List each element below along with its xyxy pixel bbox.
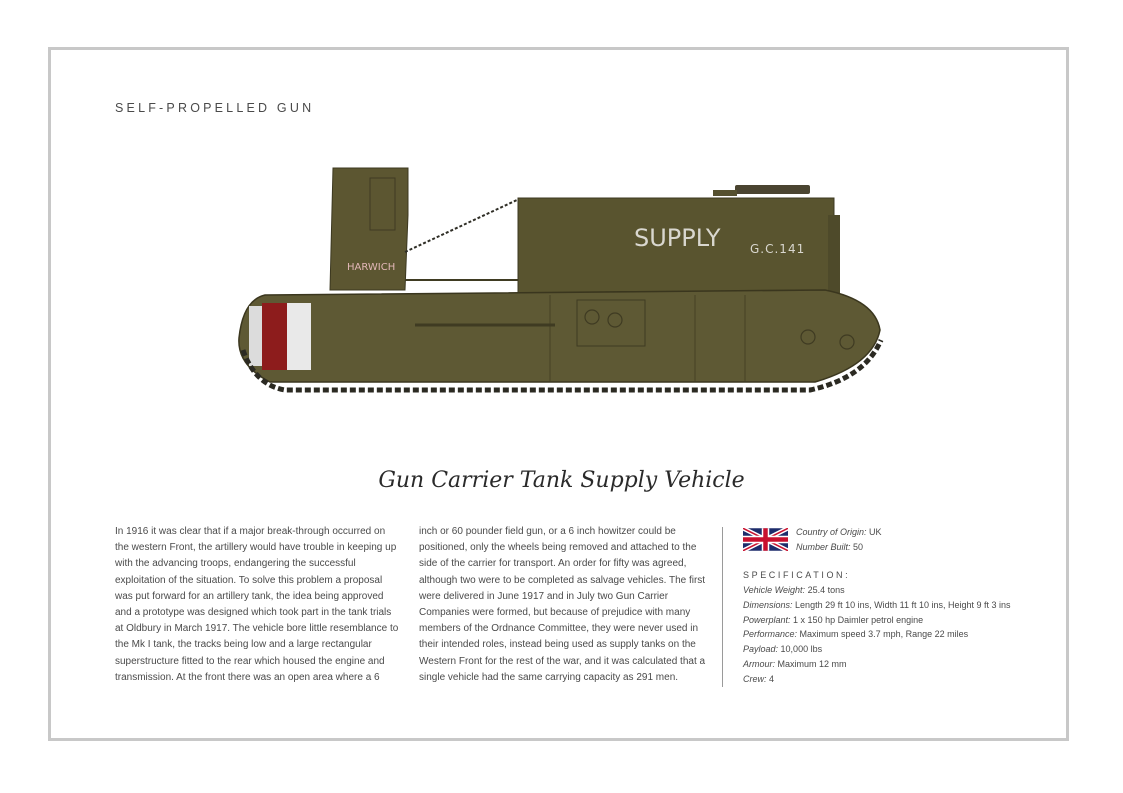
specification-heading: SPECIFICATION: [743, 570, 851, 580]
spec-value: 10,000 lbs [780, 644, 823, 655]
spec-row [743, 613, 1011, 628]
spec-value: Length 29 ft 10 ins, Width 11 ft 10 ins, Height 9 ft 3 ins [795, 599, 1011, 610]
body-column-1: In 1916 it was clear that if a major break-through occurred on the western Front, the artillery would have trouble in keeping up with the advancing troops, endangering the successful exploitation of the situation. To solve this problem a proposal was put forward for an artillery tank, the idea being approved and a prototype was designed which took part in the tank trials at Oldbury in March 1917. The vehicle bore little resemblance to the Mk I tank, the tracks being low and a large rectangular superstructure fitted to the rear which housed the engine and transmission. At the front there was an open area where a 6 [115, 526, 399, 683]
spec-label: Crew: [743, 673, 767, 684]
spec-value: Maximum speed 3.7 mph, Range 22 miles [799, 629, 969, 640]
spec-label: Payload: [743, 644, 779, 655]
spec-label: Armour: [743, 658, 776, 669]
spec-label: Vehicle Weight: [743, 585, 806, 595]
spec-label: Powerplant: [743, 614, 791, 625]
tank-illustration [225, 160, 895, 410]
spec-row [743, 627, 1011, 642]
spec-row [743, 657, 1011, 672]
specification-list [743, 583, 1011, 687]
chain [405, 200, 517, 252]
spec-row [743, 672, 1011, 687]
recognition-stripe-white [287, 303, 311, 370]
origin-info [796, 525, 882, 555]
page-title: Gun Carrier Tank Supply Vehicle [378, 468, 745, 493]
built-label: Number Built: [796, 542, 851, 552]
origin-value: UK [869, 527, 882, 537]
column-divider [722, 527, 723, 687]
exhaust-pipe [735, 185, 810, 194]
hull [239, 290, 880, 382]
built-value: 50 [853, 542, 864, 552]
category-label: SELF-PROPELLED GUN [115, 101, 315, 115]
spec-label: Performance: [743, 629, 798, 640]
spec-value: 25.4 tons [807, 585, 845, 595]
union-jack-flag-icon [743, 528, 788, 551]
spec-value: 1 x 150 hp Daimler petrol engine [793, 614, 924, 625]
spec-row [743, 642, 1011, 657]
spec-label: Dimensions: [743, 599, 793, 610]
spec-value: 4 [769, 673, 775, 684]
origin-label: Country of Origin: [796, 527, 867, 537]
supply-marking: SUPPLY [634, 224, 721, 252]
spec-row [743, 583, 1011, 598]
cab-marking: HARWICH [347, 262, 396, 273]
spec-row [743, 598, 1011, 613]
serial-marking: G.C.141 [750, 242, 806, 256]
body-column-2: inch or 60 pounder field gun, or a 6 inch howitzer could be positioned, only the wheels being removed and attached to the side of the carrier for transport. An order for fifty was agreed, although two were to be completed as salvage vehicles. The first were delivered in June 1917 and in July two Gun Carrier Companies were formed, but because of prejudice with many members of the Ordnance Committee, they were never used in their intended roles, instead being used as supply tanks on the Western Front for the rest of the war, and it was calculated that a single vehicle had the same carrying capacity as 291 men. [419, 526, 706, 683]
spec-value: Maximum 12 mm [777, 658, 847, 669]
recognition-stripe-red [262, 303, 287, 370]
